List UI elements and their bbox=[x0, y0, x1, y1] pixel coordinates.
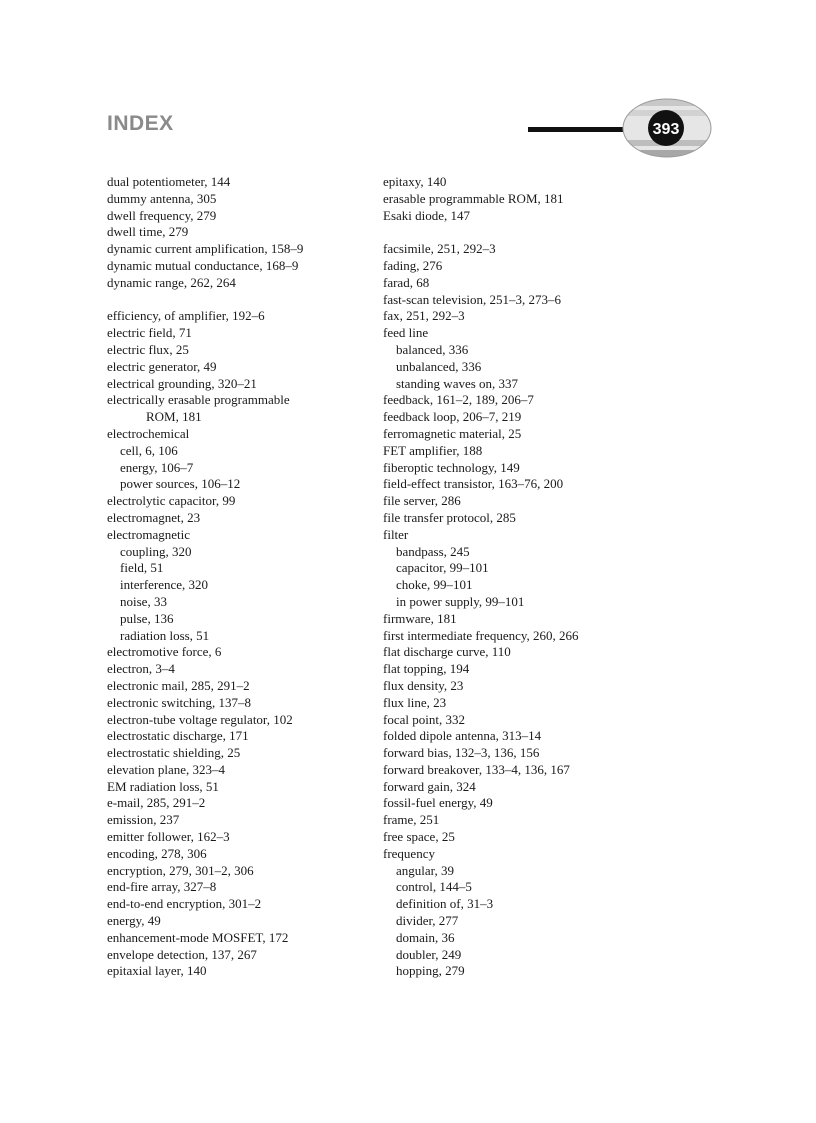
index-entry: electric flux, 25 bbox=[107, 341, 189, 357]
index-subentry: in power supply, 99–101 bbox=[396, 593, 525, 609]
index-entry: dwell frequency, 279 bbox=[107, 207, 217, 223]
index-entry: fading, 276 bbox=[383, 257, 443, 273]
index-entry: electronic switching, 137–8 bbox=[107, 694, 252, 710]
index-entry: erasable programmable ROM, 181 bbox=[383, 190, 564, 206]
index-entry: flux line, 23 bbox=[383, 694, 447, 710]
index-entry: fossil-fuel energy, 49 bbox=[383, 795, 493, 811]
index-subentry: hopping, 279 bbox=[396, 963, 465, 979]
index-entry: dynamic current amplification, 158–9 bbox=[107, 241, 304, 257]
index-entry: fiberoptic technology, 149 bbox=[383, 459, 520, 475]
index-entry: EM radiation loss, 51 bbox=[107, 778, 219, 794]
index-entry: dynamic range, 262, 264 bbox=[107, 274, 236, 290]
index-subentry: domain, 36 bbox=[396, 929, 455, 945]
index-entry: dynamic mutual conductance, 168–9 bbox=[107, 257, 299, 273]
index-entry: end-to-end encryption, 301–2 bbox=[107, 896, 262, 912]
index-subentry: pulse, 136 bbox=[120, 610, 174, 626]
index-entry: ferromagnetic material, 25 bbox=[383, 425, 522, 441]
index-entry: flat topping, 194 bbox=[383, 661, 470, 677]
index-subentry: standing waves on, 337 bbox=[396, 375, 519, 391]
index-section-gap bbox=[383, 224, 683, 241]
index-subentry: bandpass, 245 bbox=[396, 543, 470, 559]
index-entry: envelope detection, 137, 267 bbox=[107, 946, 257, 962]
index-entry: fast-scan television, 251–3, 273–6 bbox=[383, 291, 561, 307]
index-entry: elevation plane, 323–4 bbox=[107, 761, 226, 777]
index-section-gap bbox=[107, 292, 367, 309]
index-entry: focal point, 332 bbox=[383, 711, 465, 727]
index-subentry: field, 51 bbox=[120, 560, 164, 576]
index-entry: FET amplifier, 188 bbox=[383, 442, 483, 458]
index-subentry: unbalanced, 336 bbox=[396, 358, 482, 374]
index-entry: fax, 251, 292–3 bbox=[383, 308, 465, 324]
index-entry: electrostatic shielding, 25 bbox=[107, 745, 241, 761]
index-column-right bbox=[383, 174, 683, 980]
index-entry: dwell time, 279 bbox=[107, 224, 189, 240]
index-entry: Esaki diode, 147 bbox=[383, 207, 471, 223]
index-column-left bbox=[107, 174, 367, 980]
index-entry: electrochemical bbox=[107, 425, 190, 441]
index-entry: feedback loop, 206–7, 219 bbox=[383, 409, 522, 425]
index-entry: emission, 237 bbox=[107, 812, 180, 828]
index-entry: free space, 25 bbox=[383, 829, 455, 845]
index-subentry: energy, 106–7 bbox=[120, 459, 194, 475]
index-entry: electromagnet, 23 bbox=[107, 509, 201, 525]
index-entry: folded dipole antenna, 313–14 bbox=[383, 728, 542, 744]
index-entry: dummy antenna, 305 bbox=[107, 190, 217, 206]
index-entry: electron-tube voltage regulator, 102 bbox=[107, 711, 293, 727]
index-entry: flux density, 23 bbox=[383, 677, 464, 693]
index-subentry: interference, 320 bbox=[120, 577, 209, 593]
index-subentry: angular, 39 bbox=[396, 862, 454, 878]
index-entry: forward gain, 324 bbox=[383, 778, 476, 794]
index-entry: flat discharge curve, 110 bbox=[383, 644, 511, 660]
index-entry: file transfer protocol, 285 bbox=[383, 509, 516, 525]
index-subentry: coupling, 320 bbox=[120, 543, 192, 559]
index-entry: energy, 49 bbox=[107, 913, 161, 929]
page-title: INDEX bbox=[107, 112, 174, 135]
index-subentry: power sources, 106–12 bbox=[120, 476, 241, 492]
index-entry: farad, 68 bbox=[383, 274, 430, 290]
index-entry: encoding, 278, 306 bbox=[107, 845, 207, 861]
index-subentry: balanced, 336 bbox=[396, 341, 469, 357]
index-subentry: divider, 277 bbox=[396, 913, 459, 929]
index-entry: filter bbox=[383, 526, 409, 542]
index-entry: first intermediate frequency, 260, 266 bbox=[383, 627, 579, 643]
index-subentry: cell, 6, 106 bbox=[120, 442, 178, 458]
page-number-badge bbox=[622, 98, 712, 158]
index-entry: electrolytic capacitor, 99 bbox=[107, 493, 236, 509]
index-entry: forward bias, 132–3, 136, 156 bbox=[383, 745, 540, 761]
index-entry: electromagnetic bbox=[107, 526, 191, 542]
index-subentry: definition of, 31–3 bbox=[396, 896, 494, 912]
index-entry: file server, 286 bbox=[383, 493, 461, 509]
index-entry: feed line bbox=[383, 325, 429, 341]
index-entry: encryption, 279, 301–2, 306 bbox=[107, 862, 254, 878]
index-entry: ROM, 181 bbox=[146, 409, 202, 425]
index-entry: forward breakover, 133–4, 136, 167 bbox=[383, 761, 570, 777]
index-entry: frame, 251 bbox=[383, 812, 440, 828]
index-entry: e-mail, 285, 291–2 bbox=[107, 795, 206, 811]
page-number: 393 bbox=[652, 121, 680, 138]
index-entry: epitaxial layer, 140 bbox=[107, 963, 207, 979]
index-entry: frequency bbox=[383, 845, 435, 861]
index-entry: facsimile, 251, 292–3 bbox=[383, 241, 496, 257]
index-entry: epitaxy, 140 bbox=[383, 174, 447, 189]
index-entry: electron, 3–4 bbox=[107, 661, 175, 677]
index-entry: electric field, 71 bbox=[107, 325, 192, 341]
index-subentry: doubler, 249 bbox=[396, 946, 462, 962]
index-subentry: noise, 33 bbox=[120, 593, 167, 609]
index-subentry: radiation loss, 51 bbox=[120, 627, 210, 643]
index-entry: field-effect transistor, 163–76, 200 bbox=[383, 476, 564, 492]
index-subentry: control, 144–5 bbox=[396, 879, 472, 895]
index-entry: electrical grounding, 320–21 bbox=[107, 375, 257, 391]
index-entry: emitter follower, 162–3 bbox=[107, 829, 230, 845]
index-entry: electrostatic discharge, 171 bbox=[107, 728, 249, 744]
index-entry: electronic mail, 285, 291–2 bbox=[107, 677, 250, 693]
index-entry: electric generator, 49 bbox=[107, 358, 217, 374]
index-entry: end-fire array, 327–8 bbox=[107, 879, 217, 895]
index-subentry: capacitor, 99–101 bbox=[396, 560, 489, 576]
index-entry: electrically erasable programmable bbox=[107, 392, 290, 408]
index-entry: electromotive force, 6 bbox=[107, 644, 222, 660]
index-entry: feedback, 161–2, 189, 206–7 bbox=[383, 392, 534, 408]
index-entry: firmware, 181 bbox=[383, 610, 457, 626]
index-entry: efficiency, of amplifier, 192–6 bbox=[107, 308, 265, 324]
index-subentry: choke, 99–101 bbox=[396, 577, 473, 593]
index-entry: dual potentiometer, 144 bbox=[107, 174, 231, 189]
header-rule bbox=[528, 127, 633, 132]
index-entry: enhancement-mode MOSFET, 172 bbox=[107, 929, 289, 945]
